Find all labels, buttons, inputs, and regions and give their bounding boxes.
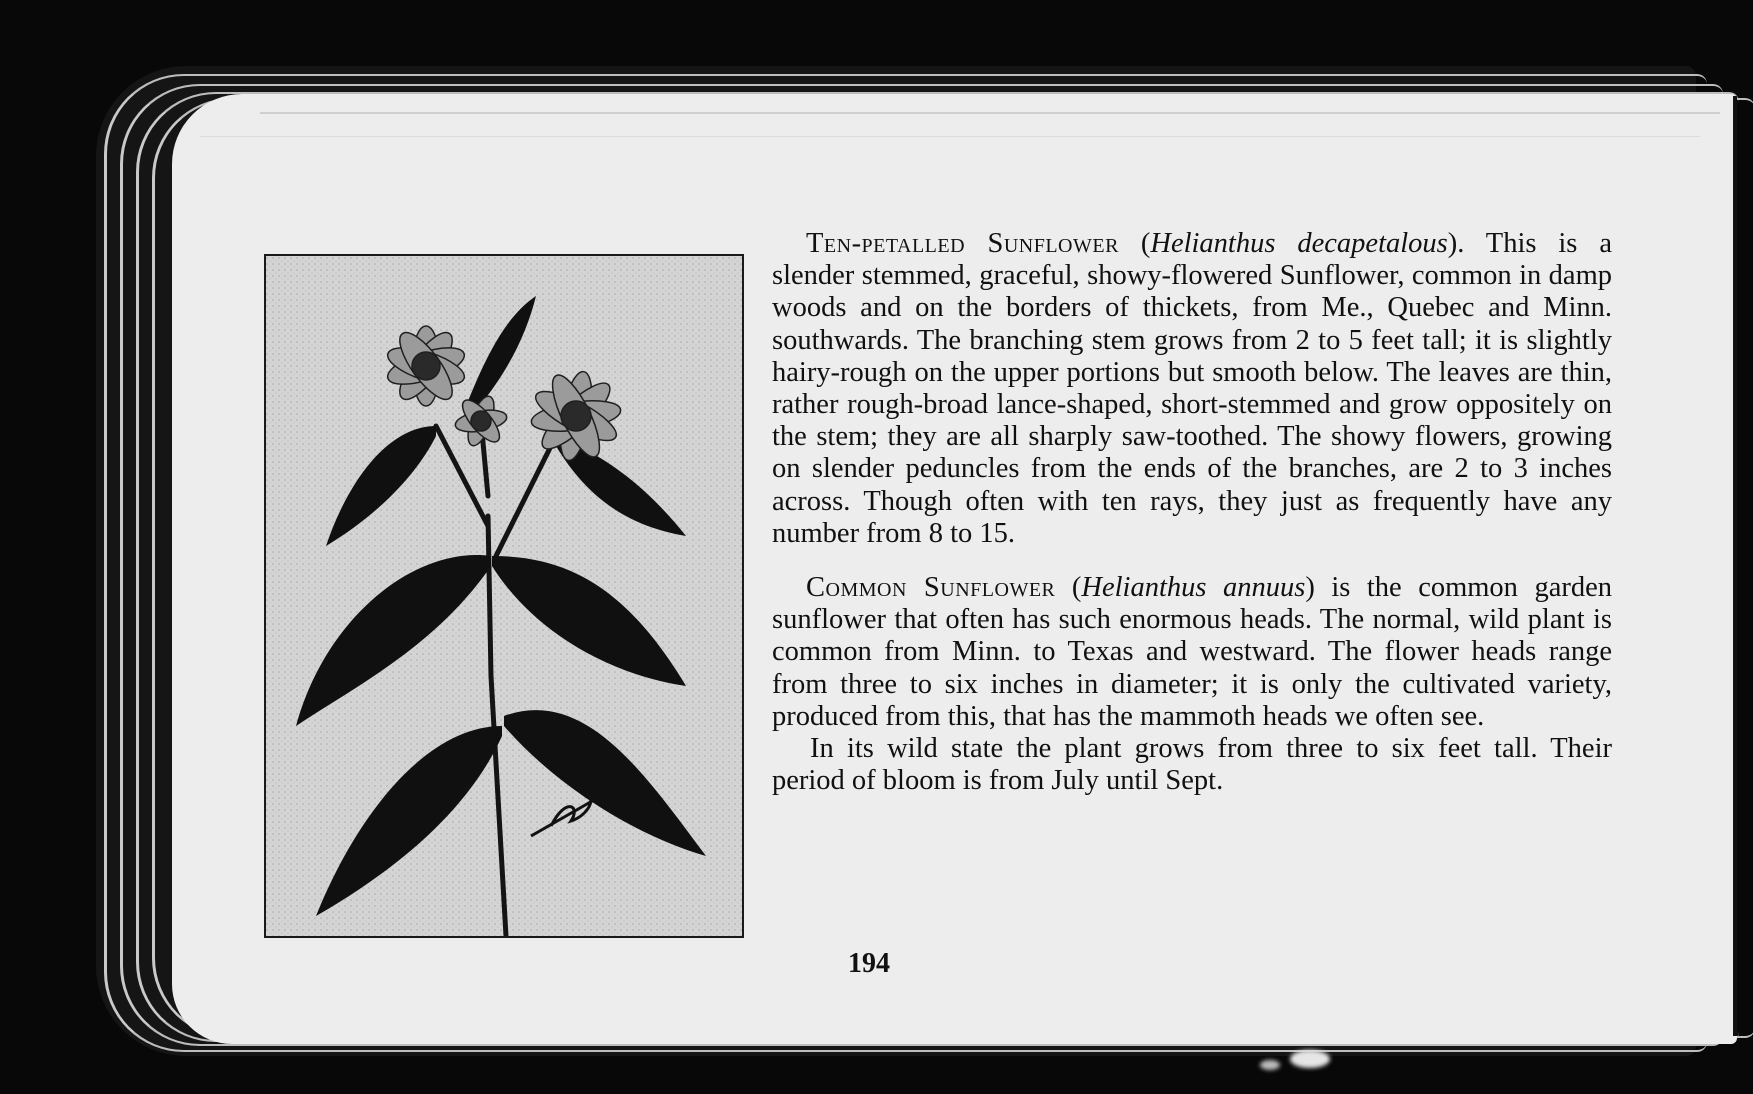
entry-common-sunflower (772, 572, 1612, 733)
common-name: Ten-petalled Sunflower (806, 228, 1119, 259)
page-right-edge (1733, 96, 1737, 1036)
page-rule (200, 136, 1700, 137)
sunflower-illustration (264, 254, 744, 938)
open-paren: ( (1118, 228, 1151, 259)
scientific-name: Helianthus annuus (1081, 572, 1306, 604)
common-name: Common Sunflower (806, 572, 1056, 604)
entry-continuation: In its wild state the plant grows from three to six feet tall. Their period of bloom is from July until Sept. (772, 733, 1612, 797)
scan-artifact (1260, 1060, 1280, 1070)
entry-ten-petalled-sunflower (772, 228, 1612, 550)
close-paren: ). (1447, 228, 1465, 259)
sunflower-drawing (266, 256, 742, 936)
page-rule (260, 112, 1720, 114)
scan-artifact (1290, 1050, 1330, 1068)
close-paren: ) (1305, 572, 1315, 604)
scientific-name: Helianthus decapetalous (1150, 228, 1448, 259)
description-text (772, 228, 1612, 797)
entry-description: is the common garden sunflower that often has such enormous heads. The normal, wild plant is common from Minn. to Texas and westward. The flower heads range from three to six inches in diameter; it is only the cultivated variety, produced from this, that has the mammoth heads we often see. (772, 572, 1612, 732)
entry-description: This is a slender stemmed, graceful, showy-flowered Sunflower, common in damp woods and on the borders of thickets, from Me., Quebec and Minn. southwards. The branching stem grows from 2 to 5 feet tall; it is slightly hairy-rough on the upper portions but smooth below. The leaves are thin, rather rough-broad lance-shaped, short-stemmed and grow oppositely on the stem; they are all sharply saw-toothed. The showy flowers, growing on slender peduncles from the ends of the branches, are 2 to 3 inches across. Though often with ten rays, they just as frequently have any number from 8 to 15. (772, 228, 1612, 549)
page-number: 194 (848, 948, 890, 979)
open-paren: ( (1055, 572, 1082, 604)
